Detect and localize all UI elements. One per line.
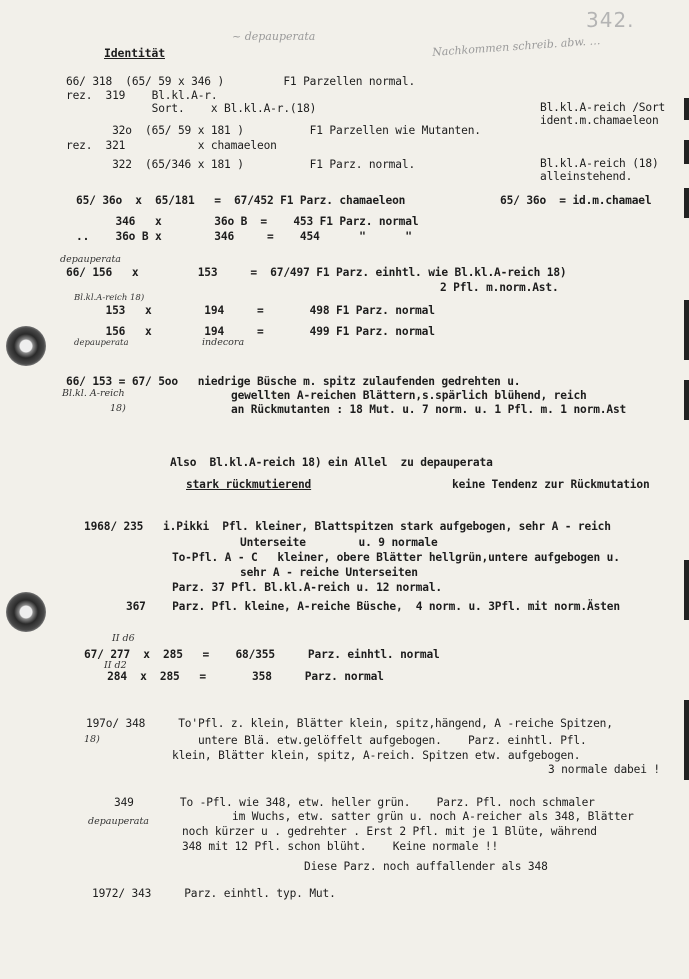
- line-r6-right2: alleinstehend.: [540, 170, 633, 183]
- note-indecora: indecora: [202, 337, 245, 348]
- line-r29: 3 normale dabei !: [548, 763, 660, 776]
- line-r12: 156 x 194 = 499 F1 Parz. normal: [66, 325, 435, 338]
- line-r28: klein, Blätter klein, spitz, A-reich. Spitzen etw. aufgebogen.: [172, 749, 581, 762]
- edge-mark: [684, 380, 689, 420]
- note-depauperata-1: depauperata: [60, 254, 121, 265]
- note-18-1: 18): [110, 403, 126, 414]
- line-r6: 322 (65/346 x 181 ) F1 Parz. normal.: [66, 158, 416, 171]
- line-r33: 348 mit 12 Pfl. schon blüht. Keine normale !!: [182, 840, 499, 853]
- line-r13: 66/ 153 = 67/ 5oo niedrige Büsche m. spitz zulaufenden gedrehten u.: [66, 375, 521, 388]
- line-r4: 32o (65/ 59 x 181 ) F1 Parzellen wie Mutanten.: [66, 124, 481, 137]
- note-18-2: 18): [84, 734, 100, 745]
- line-r14: gewellten A-reichen Blättern,s.spärlich blühend, reich: [231, 389, 587, 402]
- line-r3-right: Bl.kl.A-reich /Sort: [540, 101, 666, 114]
- line-r15: an Rückmutanten : 18 Mut. u. 7 norm. u. 1 Pfl. m. 1 norm.Ast: [231, 403, 627, 416]
- line-r35: 1972/ 343 Parz. einhtl. typ. Mut.: [92, 887, 336, 900]
- header-scribble: ~ depauperata: [232, 30, 316, 43]
- line-r19: Unterseite u. 9 normale: [240, 536, 438, 549]
- line-r22: Parz. 37 Pfl. Bl.kl.A-reich u. 12 normal.: [172, 581, 443, 594]
- line-r5: rez. 321 x chamaeleon: [66, 139, 277, 152]
- line-r32: noch kürzer u . gedrehter . Erst 2 Pfl. mit je 1 Blüte, während: [182, 825, 597, 838]
- line-r7-right: 65/ 36o = id.m.chamael: [500, 194, 652, 207]
- edge-mark: [684, 188, 689, 218]
- line-r17-right: keine Tendenz zur Rückmutation: [452, 478, 650, 491]
- note-iid2: II d2: [104, 660, 127, 671]
- top-right-scribble: Nachkommen schreib. abw. …: [431, 34, 601, 59]
- line-r30: 349 To -Pfl. wie 348, etw. heller grün. Parz. Pfl. noch schmaler: [114, 796, 595, 809]
- note-iid6: II d6: [112, 633, 135, 644]
- edge-mark: [684, 140, 689, 164]
- note-depauperata-2: depauperata: [74, 338, 129, 348]
- line-r10b: 2 Pfl. m.norm.Ast.: [440, 281, 559, 294]
- line-r20: To-Pfl. A - C kleiner, obere Blätter hellgrün,untere aufgebogen u.: [172, 551, 620, 564]
- line-r9: .. 36o B x 346 = 454 " ": [76, 230, 412, 243]
- line-r8: 346 x 36o B = 453 F1 Parz. normal: [76, 215, 419, 228]
- line-r16: Also Bl.kl.A-reich 18) ein Allel zu depauperata: [170, 456, 493, 469]
- line-r6-right: Bl.kl.A-reich (18): [540, 157, 659, 170]
- note-depauperata-3: depauperata: [88, 816, 149, 827]
- line-r23: 367 Parz. Pfl. kleine, A-reiche Büsche, 4 norm. u. 3Pfl. mit norm.Ästen: [126, 600, 620, 613]
- line-r24: 67/ 277 x 285 = 68/355 Parz. einhtl. normal: [84, 648, 440, 661]
- line-r26: 197o/ 348 To'Pfl. z. klein, Blätter klein, spitz,hängend, A -reiche Spitzen,: [86, 717, 613, 730]
- line-r18: 1968/ 235 i.Pikki Pfl. kleiner, Blattspitzen stark aufgebogen, sehr A - reich: [84, 520, 611, 533]
- page-number: 342.: [586, 8, 635, 32]
- line-r10: 66/ 156 x 153 = 67/497 F1 Parz. einhtl. wie Bl.kl.A-reich 18): [66, 266, 567, 279]
- line-r31: im Wuchs, etw. satter grün u. noch A-reicher als 348, Blätter: [232, 810, 634, 823]
- edge-mark: [684, 700, 689, 780]
- line-r2: rez. 319 Bl.kl.A-r.: [66, 89, 218, 102]
- line-r27: untere Blä. etw.gelöffelt aufgebogen. Parz. einhtl. Pfl.: [198, 734, 587, 747]
- heading: Identität: [104, 46, 165, 60]
- edge-mark: [684, 300, 689, 360]
- punch-hole-icon: [6, 592, 46, 632]
- line-r3: Sort. x Bl.kl.A-r.(18): [66, 102, 317, 115]
- line-r25: 284 x 285 = 358 Parz. normal: [94, 670, 384, 683]
- line-r17: stark rückmutierend: [186, 478, 312, 491]
- line-r34: Diese Parz. noch auffallender als 348: [304, 860, 548, 873]
- line-r7: 65/ 36o x 65/181 = 67/452 F1 Parz. chamaeleon: [76, 194, 406, 207]
- edge-mark: [684, 560, 689, 620]
- edge-mark: [684, 98, 689, 120]
- note-blkl-2: Bl.kl. A-reich: [62, 388, 125, 399]
- line-r1: 66/ 318 (65/ 59 x 346 ) F1 Parzellen normal.: [66, 75, 416, 88]
- line-r21: sehr A - reiche Unterseiten: [240, 566, 418, 579]
- line-r11: 153 x 194 = 498 F1 Parz. normal: [66, 304, 435, 317]
- punch-hole-icon: [6, 326, 46, 366]
- note-blkl-1: Bl.kl.A-reich 18): [74, 293, 145, 303]
- line-r3-right2: ident.m.chamaeleon: [540, 114, 659, 127]
